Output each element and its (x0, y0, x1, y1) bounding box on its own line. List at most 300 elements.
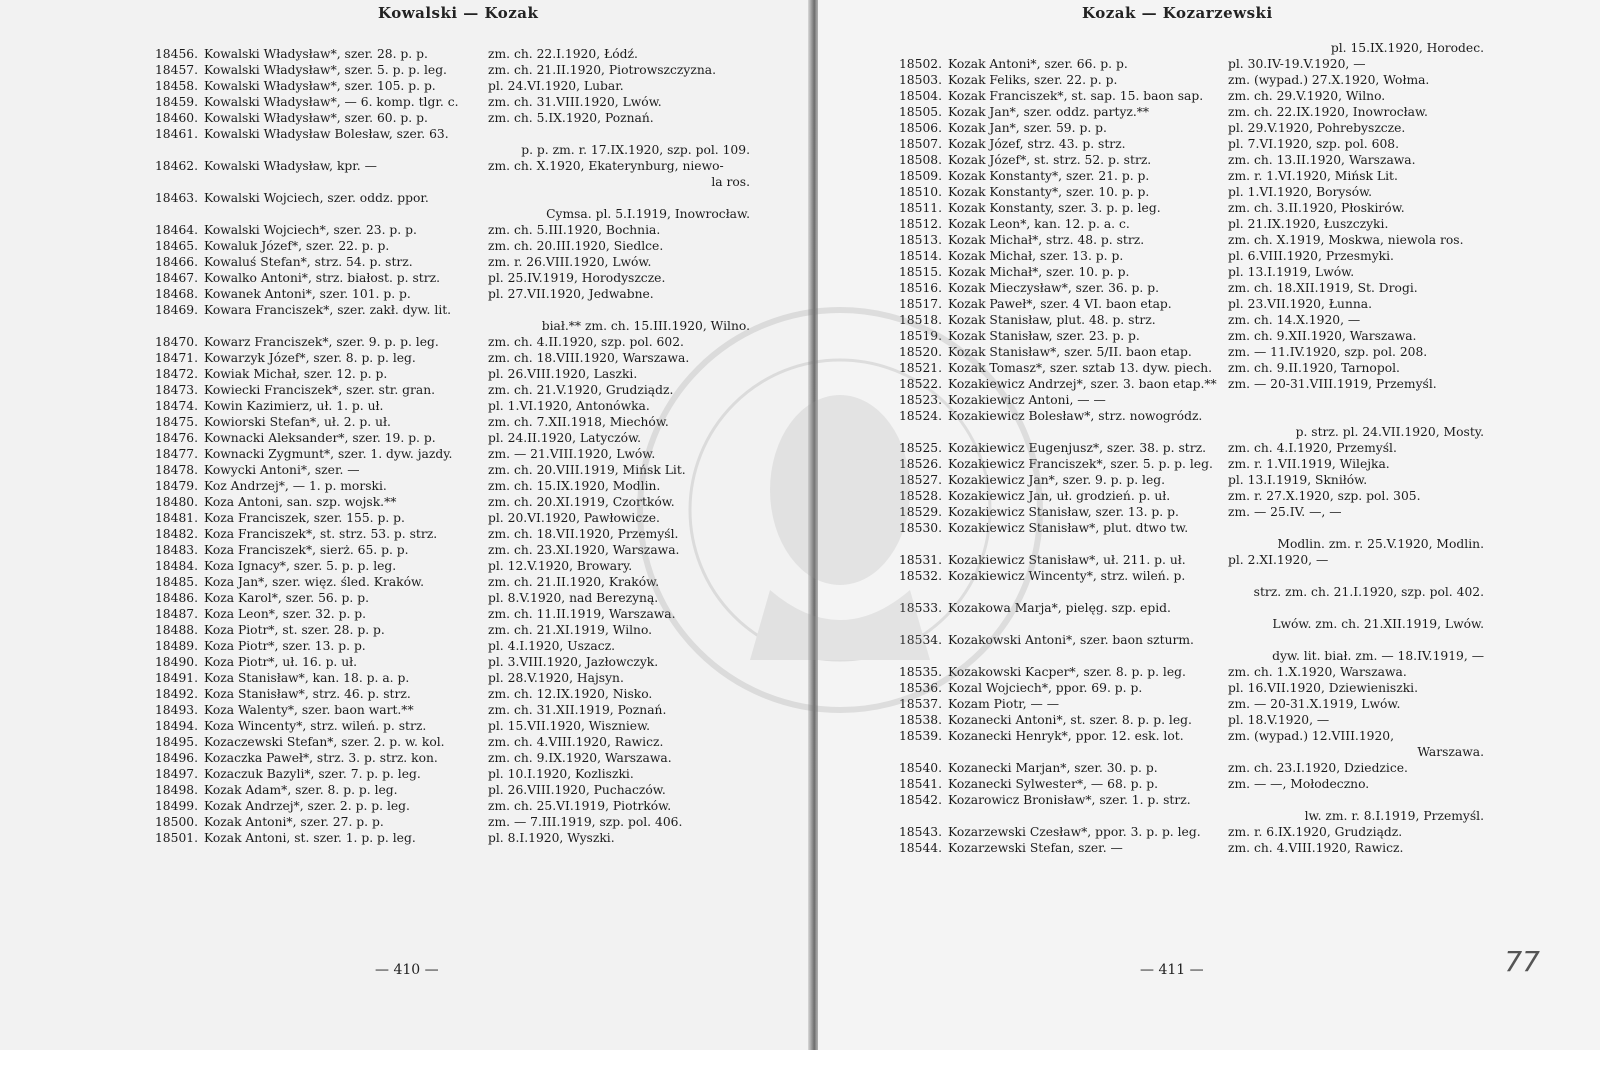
entry-info: zm. ch. 9.II.1920, Tarnopol. (1228, 361, 1400, 375)
entry-number: 18527. (898, 473, 942, 487)
entry-info: zm. r. 26.VIII.1920, Lwów. (488, 255, 652, 269)
entry-info: zm. ch. 21.V.1920, Grudziądz. (488, 383, 674, 397)
entry-name: Kozak Michał*, strz. 48. p. strz. (948, 233, 1145, 247)
entry-row (108, 526, 758, 542)
entry-name: Koza Piotr*, uł. 16. p. uł. (204, 655, 358, 669)
entry-info: pl. 12.V.1920, Browary. (488, 559, 633, 573)
entry-row (852, 152, 1492, 168)
entry-row (852, 104, 1492, 120)
entry-row (852, 376, 1492, 392)
entry-name: Kowycki Antoni*, szer. — (204, 463, 360, 477)
entry-name: Koza Wincenty*, strz. wileń. p. strz. (204, 719, 427, 733)
entry-name: Kozak Antoni*, szer. 27. p. p. (204, 815, 384, 829)
entry-info: zm. ch. 22.I.1920, Łódź. (488, 47, 638, 61)
entry-continuation (108, 142, 758, 158)
entry-number: 18542. (898, 793, 942, 807)
entry-name: Kowalski Wojciech, szer. oddz. ppor. (204, 191, 429, 205)
entry-row (108, 382, 758, 398)
entry-name: Kozak Konstanty*, szer. 21. p. p. (948, 169, 1150, 183)
entry-number: 18496. (154, 751, 198, 765)
entry-number: 18509. (898, 169, 942, 183)
entry-name: Koza Karol*, szer. 56. p. p. (204, 591, 370, 605)
handwritten-note: 77 (1504, 945, 1540, 978)
entry-info: zm. ch. 21.II.1920, Piotrowszczyzna. (488, 63, 716, 77)
entry-info: zm. ch. 4.VIII.1920, Rawicz. (488, 735, 664, 749)
entry-number: 18463. (154, 191, 198, 205)
entry-info: zm. ch. 31.XII.1919, Poznań. (488, 703, 667, 717)
entry-info: pl. 13.I.1919, Skniłów. (1228, 473, 1368, 487)
entry-number: 18502. (898, 57, 942, 71)
entry-info: zm. ch. 13.II.1920, Warszawa. (1228, 153, 1416, 167)
entry-info: zm. ch. 31.VIII.1920, Lwów. (488, 95, 662, 109)
entry-number: 18510. (898, 185, 942, 199)
entry-name: Kozarzewski Czesław*, ppor. 3. p. p. leg. (948, 825, 1201, 839)
entry-row (852, 632, 1492, 648)
entry-row (852, 184, 1492, 200)
entry-info: zm. ch. 21.XI.1919, Wilno. (488, 623, 653, 637)
entry-number: 18491. (154, 671, 198, 685)
entry-number: 18485. (154, 575, 198, 589)
entry-number: 18465. (154, 239, 198, 253)
entry-number: 18543. (898, 825, 942, 839)
entry-number: 18498. (154, 783, 198, 797)
entry-row (852, 552, 1492, 568)
entry-info: dyw. lit. biał. zm. — 18.IV.1919, — (1272, 649, 1484, 663)
entry-name: Koza Jan*, szer. więz. śled. Kraków. (204, 575, 425, 589)
entry-info: pl. 1.VI.1920, Antonówka. (488, 399, 650, 413)
entry-name: Kowiak Michał, szer. 12. p. p. (204, 367, 388, 381)
entry-info: pl. 21.IX.1920, Łuszczyki. (1228, 217, 1389, 231)
entry-row (852, 248, 1492, 264)
entry-number: 18470. (154, 335, 198, 349)
entry-number: 18489. (154, 639, 198, 653)
entry-name: Koza Stanisław*, strz. 46. p. strz. (204, 687, 411, 701)
entry-name: Kowalski Władysław*, — 6. komp. tlgr. c. (204, 95, 459, 109)
entry-row (852, 776, 1492, 792)
entry-number: 18476. (154, 431, 198, 445)
entry-name: Kozanecki Antoni*, st. szer. 8. p. p. leg. (948, 713, 1192, 727)
entry-info: zm. ch. 20.III.1920, Siedlce. (488, 239, 664, 253)
entry-number: 18474. (154, 399, 198, 413)
entry-name: Kowarzyk Józef*, szer. 8. p. p. leg. (204, 351, 416, 365)
entry-name: Kozak Stanisław, plut. 48. p. strz. (948, 313, 1156, 327)
entry-row (108, 638, 758, 654)
entry-number: 18488. (154, 623, 198, 637)
entry-row (108, 462, 758, 478)
entry-number: 18484. (154, 559, 198, 573)
entry-name: Kozakiewicz Antoni, — — (948, 393, 1106, 407)
entry-row (852, 840, 1492, 856)
entry-info: pl. 8.I.1920, Wyszki. (488, 831, 615, 845)
entry-name: Kozakiewicz Eugenjusz*, szer. 38. p. strz. (948, 441, 1207, 455)
entry-info: Cymsa. pl. 5.I.1919, Inowrocław. (546, 207, 750, 221)
entry-row (852, 664, 1492, 680)
entry-row (852, 280, 1492, 296)
entry-number: 18523. (898, 393, 942, 407)
entry-name: Kozak Stanisław, szer. 23. p. p. (948, 329, 1140, 343)
entry-info: zm. ch. 3.II.1920, Płoskirów. (1228, 201, 1405, 215)
entry-row (852, 312, 1492, 328)
entry-number: 18524. (898, 409, 942, 423)
entry-info: pl. 18.V.1920, — (1228, 713, 1330, 727)
entry-name: Kozak Mieczysław*, szer. 36. p. p. (948, 281, 1160, 295)
entry-info: pl. 28.V.1920, Hajsyn. (488, 671, 624, 685)
entry-continuation (852, 808, 1492, 824)
entry-name: Kozanecki Sylwester*, — 68. p. p. (948, 777, 1159, 791)
entry-row (108, 782, 758, 798)
entry-name: Kowalski Władysław*, szer. 5. p. p. leg. (204, 63, 447, 77)
entry-row (852, 488, 1492, 504)
entry-name: Kowalski Władysław, kpr. — (204, 159, 377, 173)
entry-row (108, 398, 758, 414)
entry-info: zm. ch. 21.II.1920, Kraków. (488, 575, 660, 589)
entry-number: 18500. (154, 815, 198, 829)
entry-row (108, 302, 758, 318)
entry-continuation (852, 648, 1492, 664)
entry-name: Kowiecki Franciszek*, szer. str. gran. (204, 383, 436, 397)
entry-row (852, 440, 1492, 456)
entry-name: Kowara Franciszek*, szer. zakł. dyw. lit. (204, 303, 452, 317)
entry-number: 18529. (898, 505, 942, 519)
entry-row (108, 414, 758, 430)
entry-row (852, 328, 1492, 344)
entry-name: Koza Stanisław*, kan. 18. p. a. p. (204, 671, 410, 685)
entry-number: 18466. (154, 255, 198, 269)
entry-number: 18506. (898, 121, 942, 135)
entry-name: Kowarz Franciszek*, szer. 9. p. p. leg. (204, 335, 439, 349)
entry-info: zm. ch. 15.IX.1920, Modlin. (488, 479, 661, 493)
entry-number: 18512. (898, 217, 942, 231)
entry-row (852, 696, 1492, 712)
entry-info: zm. ch. 22.IX.1920, Inowrocław. (1228, 105, 1428, 119)
entry-row (108, 590, 758, 606)
entry-name: Kozakowski Kacper*, szer. 8. p. p. leg. (948, 665, 1186, 679)
entry-row (108, 110, 758, 126)
entry-row (108, 334, 758, 350)
entry-name: Kozarzewski Stefan, szer. — (948, 841, 1123, 855)
right-page-number: — 411 — (1140, 962, 1204, 978)
entry-number: 18482. (154, 527, 198, 541)
entry-info: zm. ch. 4.I.1920, Przemyśl. (1228, 441, 1397, 455)
entry-number: 18530. (898, 521, 942, 535)
entry-continuation (852, 424, 1492, 440)
entry-number: 18521. (898, 361, 942, 375)
entry-info: zm. ch. 23.XI.1920, Warszawa. (488, 543, 680, 557)
entry-name: Kozarowicz Bronisław*, szer. 1. p. strz. (948, 793, 1191, 807)
entry-number: 18475. (154, 415, 198, 429)
entry-info: pl. 23.VII.1920, Łunna. (1228, 297, 1373, 311)
entry-row (108, 46, 758, 62)
entry-number: 18462. (154, 159, 198, 173)
entry-row (852, 200, 1492, 216)
entry-row (108, 798, 758, 814)
entry-number: 18479. (154, 479, 198, 493)
entry-name: Koza Piotr*, szer. 13. p. p. (204, 639, 366, 653)
entry-number: 18501. (154, 831, 198, 845)
entry-number: 18513. (898, 233, 942, 247)
entry-info: pl. 8.V.1920, nad Berezyną. (488, 591, 659, 605)
entry-info: zm. r. 1.VI.1920, Mińsk Lit. (1228, 169, 1398, 183)
entry-row (852, 264, 1492, 280)
entry-name: Koza Franciszek*, sierż. 65. p. p. (204, 543, 409, 557)
entry-number: 18459. (154, 95, 198, 109)
entry-name: Kozak Antoni*, szer. 66. p. p. (948, 57, 1128, 71)
entry-name: Kowiorski Stefan*, uł. 2. p. uł. (204, 415, 391, 429)
entry-row (108, 766, 758, 782)
entry-name: Kowanek Antoni*, szer. 101. p. p. (204, 287, 411, 301)
entry-name: Kownacki Aleksander*, szer. 19. p. p. (204, 431, 436, 445)
entry-name: Kozak Jan*, szer. oddz. partyz.** (948, 105, 1150, 119)
entry-info: zm. — 11.IV.1920, szp. pol. 208. (1228, 345, 1428, 359)
entry-number: 18460. (154, 111, 198, 125)
entry-name: Kozal Wojciech*, ppor. 69. p. p. (948, 681, 1143, 695)
entry-row (108, 574, 758, 590)
entry-name: Kozak Andrzej*, szer. 2. p. p. leg. (204, 799, 410, 813)
entry-row (852, 72, 1492, 88)
entry-row (108, 622, 758, 638)
entry-info: zm. — 20-31.VIII.1919, Przemyśl. (1228, 377, 1437, 391)
entry-row (852, 504, 1492, 520)
entry-row (108, 270, 758, 286)
left-page-header: Kowalski — Kozak (378, 4, 539, 22)
entry-name: Kozak Franciszek*, st. sap. 15. baon sap. (948, 89, 1204, 103)
entry-name: Kowalski Władysław Bolesław, szer. 63. (204, 127, 449, 141)
entry-row (108, 558, 758, 574)
entry-number: 18539. (898, 729, 942, 743)
entry-row (108, 126, 758, 142)
entry-info: zm. r. 27.X.1920, szp. pol. 305. (1228, 489, 1421, 503)
entry-row (108, 510, 758, 526)
entry-row (852, 360, 1492, 376)
entry-info: lw. zm. r. 8.I.1919, Przemyśl. (1304, 809, 1484, 823)
entry-row (108, 814, 758, 830)
entry-name: Kozak Leon*, kan. 12. p. a. c. (948, 217, 1130, 231)
entry-name: Kozakiewicz Jan, uł. grodzień. p. uł. (948, 489, 1171, 503)
entry-row (108, 430, 758, 446)
entry-number: 18505. (898, 105, 942, 119)
entry-number: 18508. (898, 153, 942, 167)
entry-continuation (852, 536, 1492, 552)
left-page (0, 0, 812, 1050)
entry-row (852, 88, 1492, 104)
entry-info: pl. 25.IV.1919, Horodyszcze. (488, 271, 666, 285)
entry-number: 18540. (898, 761, 942, 775)
entry-row (108, 478, 758, 494)
entry-number: 18456. (154, 47, 198, 61)
entry-info: Modlin. zm. r. 25.V.1920, Modlin. (1277, 537, 1484, 551)
entry-name: Kozakowski Antoni*, szer. baon szturm. (948, 633, 1194, 647)
entry-name: Kozakiewicz Stanisław*, uł. 211. p. uł. (948, 553, 1186, 567)
entry-row (852, 760, 1492, 776)
entry-number: 18477. (154, 447, 198, 461)
entry-number: 18541. (898, 777, 942, 791)
entry-number: 18483. (154, 543, 198, 557)
entry-number: 18507. (898, 137, 942, 151)
entry-row (108, 750, 758, 766)
entry-name: Kozak Jan*, szer. 59. p. p. (948, 121, 1107, 135)
entry-continuation (852, 584, 1492, 600)
entry-info: Lwów. zm. ch. 21.XII.1919, Lwów. (1272, 617, 1484, 631)
entry-row (852, 520, 1492, 536)
entry-row (852, 456, 1492, 472)
entry-number: 18478. (154, 463, 198, 477)
entry-row (108, 94, 758, 110)
entry-row (108, 238, 758, 254)
entry-info: zm. ch. 7.XII.1918, Miechów. (488, 415, 669, 429)
entry-name: Kowalski Władysław*, szer. 60. p. p. (204, 111, 428, 125)
entry-continuation (852, 744, 1492, 760)
entry-number: 18515. (898, 265, 942, 279)
entry-row (852, 792, 1492, 808)
entry-info: zm. (wypad.) 27.X.1920, Wołma. (1228, 73, 1430, 87)
entry-number: 18532. (898, 569, 942, 583)
entry-number: 18461. (154, 127, 198, 141)
entry-info: pl. 4.I.1920, Uszacz. (488, 639, 615, 653)
entry-info: pl. 3.VIII.1920, Jazłowczyk. (488, 655, 659, 669)
left-entries-list (108, 46, 758, 846)
entry-row (108, 286, 758, 302)
entry-row (852, 824, 1492, 840)
entry-info: biał.** zm. ch. 15.III.1920, Wilno. (541, 319, 750, 333)
entry-name: Kozak Józef*, st. strz. 52. p. strz. (948, 153, 1152, 167)
entry-number: 18504. (898, 89, 942, 103)
entry-number: 18472. (154, 367, 198, 381)
entry-name: Kozaczka Paweł*, strz. 3. p. strz. kon. (204, 751, 438, 765)
entry-name: Koza Antoni, san. szp. wojsk.** (204, 495, 397, 509)
entry-info: zm. — 21.VIII.1920, Lwów. (488, 447, 656, 461)
entry-name: Kozak Michał, szer. 13. p. p. (948, 249, 1124, 263)
entry-info: zm. ch. 23.I.1920, Dziedzice. (1228, 761, 1408, 775)
entry-info: pl. 27.VII.1920, Jedwabne. (488, 287, 654, 301)
entry-name: Kozak Michał*, szer. 10. p. p. (948, 265, 1130, 279)
entry-number: 18486. (154, 591, 198, 605)
entry-info: pl. 2.XI.1920, — (1228, 553, 1329, 567)
entry-row (108, 158, 758, 174)
entry-number: 18464. (154, 223, 198, 237)
entry-info: zm. — 20-31.X.1919, Lwów. (1228, 697, 1401, 711)
entry-row (108, 222, 758, 238)
entry-row (108, 366, 758, 382)
entry-name: Kozanecki Henryk*, ppor. 12. esk. lot. (948, 729, 1184, 743)
entry-info: zm. ch. 14.X.1920, — (1228, 313, 1361, 327)
entry-row (108, 350, 758, 366)
entry-number: 18518. (898, 313, 942, 327)
entry-number: 18473. (154, 383, 198, 397)
entry-name: Kozakiewicz Stanisław*, plut. dtwo tw. (948, 521, 1189, 535)
entry-info: zm. ch. 18.VIII.1920, Warszawa. (488, 351, 690, 365)
entry-info: zm. ch. 18.XII.1919, St. Drogi. (1228, 281, 1418, 295)
entry-row (108, 686, 758, 702)
entry-number: 18519. (898, 329, 942, 343)
entry-name: Kowalski Władysław*, szer. 105. p. p. (204, 79, 436, 93)
left-page-number: — 410 — (375, 962, 439, 978)
entry-info: pl. 10.I.1920, Kozliszki. (488, 767, 634, 781)
entry-number: 18487. (154, 607, 198, 621)
entry-info: zm. — 25.IV. —, — (1228, 505, 1342, 519)
entry-name: Kowalko Antoni*, strz. białost. p. strz. (204, 271, 441, 285)
entry-name: Kozak Konstanty*, szer. 10. p. p. (948, 185, 1150, 199)
right-entries-list (852, 40, 1492, 856)
entry-continuation (852, 40, 1492, 56)
entry-row (852, 712, 1492, 728)
entry-continuation (108, 318, 758, 334)
entry-number: 18526. (898, 457, 942, 471)
entry-number: 18467. (154, 271, 198, 285)
entry-row (852, 56, 1492, 72)
entry-number: 18492. (154, 687, 198, 701)
entry-info: pl. 26.VIII.1920, Puchaczów. (488, 783, 666, 797)
entry-number: 18538. (898, 713, 942, 727)
entry-name: Kozaczuk Bazyli*, szer. 7. p. p. leg. (204, 767, 421, 781)
entry-number: 18471. (154, 351, 198, 365)
entry-info: pl. 30.IV-19.V.1920, — (1228, 57, 1366, 71)
entry-name: Kozakiewicz Wincenty*, strz. wileń. p. (948, 569, 1186, 583)
entry-row (852, 568, 1492, 584)
entry-row (108, 718, 758, 734)
entry-row (108, 606, 758, 622)
entry-info: p. p. zm. r. 17.IX.1920, szp. pol. 109. (521, 143, 750, 157)
entry-row (852, 728, 1492, 744)
entry-row (108, 254, 758, 270)
entry-row (852, 680, 1492, 696)
entry-number: 18458. (154, 79, 198, 93)
entry-name: Koza Franciszek, szer. 155. p. p. (204, 511, 405, 525)
entry-info: pl. 15.IX.1920, Horodec. (1330, 41, 1484, 55)
entry-number: 18469. (154, 303, 198, 317)
entry-name: Koza Walenty*, szer. baon wart.** (204, 703, 414, 717)
entry-info: la ros. (711, 175, 750, 189)
entry-name: Kowalski Wojciech*, szer. 23. p. p. (204, 223, 417, 237)
entry-row (108, 830, 758, 846)
entry-row (108, 670, 758, 686)
entry-info: zm. ch. 9.IX.1920, Warszawa. (488, 751, 672, 765)
entry-number: 18493. (154, 703, 198, 717)
entry-number: 18514. (898, 249, 942, 263)
entry-name: Kozak Feliks, szer. 22. p. p. (948, 73, 1118, 87)
entry-info: pl. 16.VII.1920, Dziewieniszki. (1228, 681, 1419, 695)
entry-info: strz. zm. ch. 21.I.1920, szp. pol. 402. (1253, 585, 1484, 599)
entry-number: 18534. (898, 633, 942, 647)
entry-name: Kozak Adam*, szer. 8. p. p. leg. (204, 783, 398, 797)
entry-row (852, 120, 1492, 136)
entry-info: pl. 15.VII.1920, Wiszniew. (488, 719, 651, 733)
entry-name: Koza Piotr*, st. szer. 28. p. p. (204, 623, 385, 637)
entry-info: zm. ch. 12.IX.1920, Nisko. (488, 687, 653, 701)
entry-info: zm. (wypad.) 12.VIII.1920, (1228, 729, 1395, 743)
entry-info: zm. ch. 18.VII.1920, Przemyśl. (488, 527, 679, 541)
entry-info: pl. 26.VIII.1920, Laszki. (488, 367, 638, 381)
entry-name: Kozak Stanisław*, szer. 5/II. baon etap. (948, 345, 1192, 359)
entry-number: 18497. (154, 767, 198, 781)
entry-number: 18480. (154, 495, 198, 509)
entry-number: 18522. (898, 377, 942, 391)
entry-number: 18531. (898, 553, 942, 567)
entry-row (852, 392, 1492, 408)
entry-name: Kozak Antoni, st. szer. 1. p. p. leg. (204, 831, 416, 845)
right-page-header: Kozak — Kozarzewski (1082, 4, 1273, 22)
entry-info: pl. 29.V.1920, Pohrebyszcze. (1228, 121, 1406, 135)
entry-row (852, 168, 1492, 184)
entry-info: zm. ch. 20.VIII.1919, Mińsk Lit. (488, 463, 686, 477)
entry-name: Koza Leon*, szer. 32. p. p. (204, 607, 367, 621)
entry-number: 18544. (898, 841, 942, 855)
entry-row (108, 62, 758, 78)
entry-info: zm. ch. 4.VIII.1920, Rawicz. (1228, 841, 1404, 855)
entry-name: Kozak Józef, strz. 43. p. strz. (948, 137, 1126, 151)
entry-number: 18499. (154, 799, 198, 813)
entry-row (108, 702, 758, 718)
right-page (818, 0, 1600, 1050)
